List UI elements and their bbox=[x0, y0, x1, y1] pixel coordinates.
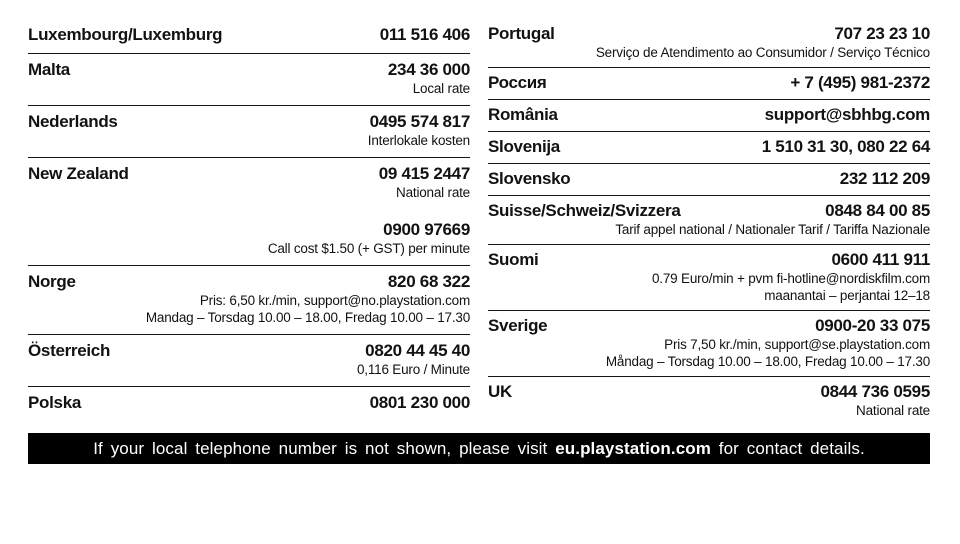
country-name: UK bbox=[488, 382, 512, 401]
rate-note: 0,116 Euro / Minute bbox=[356, 362, 470, 377]
phone-number: 820 68 322 bbox=[387, 272, 470, 291]
rate-note: National rate bbox=[856, 403, 930, 418]
phone-number: 0600 411 911 bbox=[831, 250, 930, 269]
contact-row-sverige bbox=[488, 311, 930, 377]
country-name: Sverige bbox=[488, 316, 548, 335]
rate-note: Call cost $1.50 (+ GST) per minute bbox=[267, 241, 470, 256]
contact-row-uk bbox=[488, 377, 930, 425]
phone-number: 0848 84 00 85 bbox=[825, 201, 930, 220]
country-name: Österreich bbox=[28, 341, 111, 360]
right-column bbox=[488, 19, 930, 425]
contact-row-romania bbox=[488, 100, 930, 132]
opening-hours: maanantai – perjantai 12–18 bbox=[764, 288, 930, 303]
phone-number: 09 415 2447 bbox=[378, 164, 470, 183]
country-name: Portugal bbox=[488, 24, 555, 43]
phone-number: 0495 574 817 bbox=[369, 112, 470, 131]
footer-text-after: for contact details. bbox=[710, 438, 865, 458]
contact-row-portugal bbox=[488, 19, 930, 68]
country-name: Suisse/Schweiz/Svizzera bbox=[488, 201, 681, 220]
opening-hours: Mandag – Torsdag 10.00 – 18.00, Fredag 10.00 – 17.30 bbox=[145, 310, 470, 325]
left-column bbox=[28, 19, 470, 425]
country-name: Slovensko bbox=[488, 169, 571, 188]
contact-row-suisse bbox=[488, 196, 930, 245]
contact-row-slovensko bbox=[488, 164, 930, 196]
contact-row-suomi bbox=[488, 245, 930, 311]
phone-number: 232 112 209 bbox=[839, 169, 930, 188]
footer-text-before: If your local telephone number is not shown, please visit bbox=[93, 438, 556, 458]
footer-banner bbox=[28, 433, 930, 464]
country-name: Slovenija bbox=[488, 137, 560, 156]
service-note: Serviço de Atendimento ao Consumidor / Serviço Técnico bbox=[595, 45, 930, 60]
phone-number: 234 36 000 bbox=[387, 60, 470, 79]
rate-note: Local rate bbox=[412, 81, 470, 96]
contact-row-oesterreich bbox=[28, 335, 470, 387]
phone-number: 0801 230 000 bbox=[369, 393, 470, 412]
country-name: New Zealand bbox=[28, 164, 129, 183]
phone-number-secondary: 0900 97669 bbox=[383, 220, 470, 239]
rate-note: Tarif appel national / Nationaler Tarif / Tariffa Nazionale bbox=[615, 222, 930, 237]
country-name: Malta bbox=[28, 60, 70, 79]
country-name: Luxembourg/Luxemburg bbox=[28, 25, 223, 44]
rate-note: Interlokale kosten bbox=[367, 133, 470, 148]
phone-number: 0844 736 0595 bbox=[820, 382, 930, 401]
contact-row-slovenija bbox=[488, 132, 930, 164]
contact-row-luxembourg bbox=[28, 19, 470, 54]
contact-row-new-zealand bbox=[28, 158, 470, 266]
phone-number: 0820 44 45 40 bbox=[365, 341, 470, 360]
contact-row-nederlands bbox=[28, 106, 470, 158]
rate-note: Pris: 6,50 kr./min, support@no.playstation.com bbox=[199, 293, 470, 308]
country-name: Россия bbox=[488, 73, 547, 92]
country-name: Polska bbox=[28, 393, 82, 412]
phone-number: 011 516 406 bbox=[379, 25, 470, 44]
phone-number: 707 23 23 10 bbox=[834, 24, 930, 43]
rate-note: National rate bbox=[396, 185, 470, 200]
spacer bbox=[28, 201, 470, 219]
country-name: Suomi bbox=[488, 250, 539, 269]
country-name: România bbox=[488, 105, 558, 124]
contact-row-malta bbox=[28, 54, 470, 106]
contact-row-norge bbox=[28, 266, 470, 335]
rate-note: Pris 7,50 kr./min, support@se.playstation.com bbox=[664, 337, 930, 352]
country-name: Nederlands bbox=[28, 112, 118, 131]
rate-note: 0.79 Euro/min + pvm fi-hotline@nordiskfilm.com bbox=[652, 271, 930, 286]
phone-number: 1 510 31 30, 080 22 64 bbox=[761, 137, 930, 156]
phone-number: 0900-20 33 075 bbox=[815, 316, 930, 335]
contact-columns bbox=[28, 19, 930, 425]
country-name: Norge bbox=[28, 272, 76, 291]
contact-row-polska bbox=[28, 387, 470, 421]
contact-row-russia bbox=[488, 68, 930, 100]
footer-site-url: eu.playstation.com bbox=[555, 438, 711, 458]
phone-number: + 7 (495) 981-2372 bbox=[790, 73, 930, 92]
support-email: support@sbhbg.com bbox=[764, 105, 930, 124]
opening-hours: Måndag – Torsdag 10.00 – 18.00, Fredag 10.00 – 17.30 bbox=[605, 354, 930, 369]
